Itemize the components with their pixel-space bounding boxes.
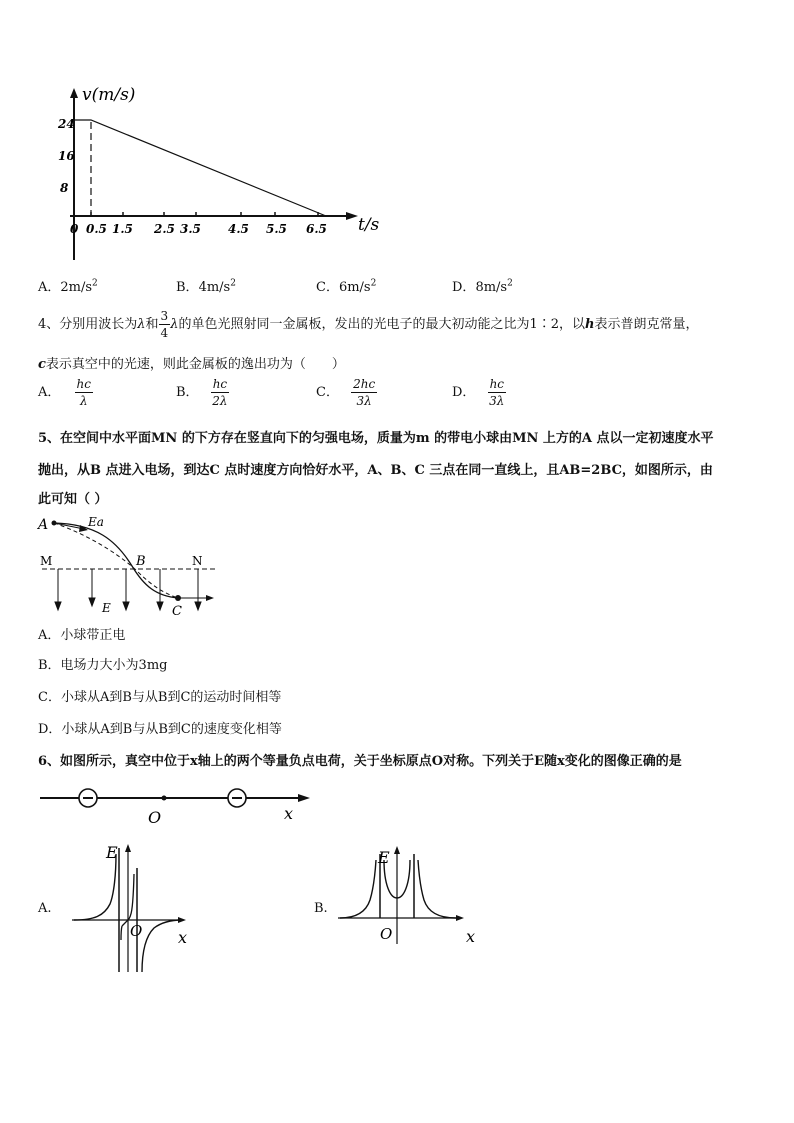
graph-a-curve-left [74, 854, 116, 920]
graph-a-label-e: E [106, 843, 118, 862]
trajectory-dashed [54, 523, 178, 598]
graph-b-label-o: O [380, 925, 393, 943]
q5-option-d[interactable]: D．小球从A到B与从B到C的速度变化相等 [38, 722, 282, 737]
negative-charge-right [228, 789, 246, 807]
graph-a-curve-right [142, 920, 182, 972]
q5-line1: 5、在空间中水平面MN 的下方存在竖直向下的匀强电场，质量为m 的带电小球由MN 上方的A 点以一定初速度水平 [38, 431, 714, 446]
graph-b-curve-right [418, 860, 456, 918]
label-b: B [136, 554, 146, 569]
option-sup: 2 [507, 278, 513, 289]
y-tick-24: 24 [58, 117, 75, 131]
x-tick-6.5: 6.5 [306, 222, 327, 236]
y-tick-8: 8 [60, 181, 69, 195]
graph-a-label-o: O [130, 922, 143, 940]
graph-b-label-e: E [378, 848, 390, 867]
h-symbol: h [584, 317, 595, 332]
option-letter: A． [38, 385, 61, 400]
c-symbol: c [38, 357, 46, 372]
label-ea: Ea [88, 515, 104, 529]
q6-graph-a[interactable] [70, 840, 205, 978]
option-letter: B． [176, 280, 199, 295]
y-axis-arrow [70, 88, 78, 98]
q6-graph-b[interactable] [336, 840, 486, 950]
frac-den: 3λ [489, 394, 505, 408]
q5-figure [36, 510, 226, 620]
label-a: A [38, 517, 49, 533]
option-sup: 2 [92, 278, 98, 289]
frac-num: hc [76, 377, 91, 391]
option-fraction [488, 378, 506, 407]
frac-num: hc [212, 377, 228, 391]
frac-den: λ [79, 394, 88, 408]
option-fraction [211, 378, 229, 407]
q5-line3: 此可知（ ） [38, 492, 108, 507]
q5-line2: 抛出，从B 点进入电场，到达C 点时速度方向恰好水平，A、B、C 三点在同一直线上，且AB=2BC，如图所示，由 [38, 463, 713, 478]
q4-text: 4、分别用波长为 [38, 317, 138, 332]
option-value: 8m/s [475, 280, 508, 295]
x-tick-0.5: 0.5 [86, 222, 107, 236]
q5-option-c[interactable]: C．小球从A到B与从B到C的运动时间相等 [38, 690, 282, 705]
x-tick-1.5: 1.5 [112, 222, 133, 236]
y-tick-16: 16 [58, 149, 75, 163]
option-value: 6m/s [338, 280, 371, 295]
q4-option-a[interactable] [38, 378, 93, 407]
frac-den: 4 [160, 326, 169, 340]
graph-a-curve-mid-up [122, 920, 128, 926]
q3-option-a[interactable] [38, 276, 98, 295]
lambda-symbol: λ [137, 317, 146, 332]
q3-option-b[interactable] [176, 276, 236, 295]
graph-a-label-x: x [178, 928, 188, 947]
q6-option-b-letter[interactable]: B. [314, 901, 328, 916]
graph-a-y-arrow [125, 844, 131, 852]
label-o: O [148, 808, 162, 826]
label-e: E [102, 601, 111, 615]
frac-num: 2hc [353, 377, 376, 391]
trajectory-curve [54, 523, 178, 598]
x-axis-arrow [298, 794, 310, 802]
q4-text: 表示真空中的光速，则此金属板的逸出功为（ ） [45, 357, 345, 372]
option-sup: 2 [370, 278, 377, 289]
q5-option-a[interactable]: A．小球带正电 [38, 628, 126, 643]
option-letter: C． [316, 280, 339, 295]
vt-graph [40, 80, 410, 265]
q4-line1 [38, 310, 698, 339]
origin-dot [162, 796, 167, 801]
q4-text: 表示普朗克常量， [594, 317, 699, 332]
option-fraction [75, 378, 93, 407]
x-axis-label: t/s [358, 215, 380, 235]
final-velocity-arrowhead [206, 595, 214, 601]
frac-num: hc [489, 377, 505, 391]
graph-a-curve-mid-pos [128, 874, 134, 920]
q6-line1: 6、如图所示，真空中位于x轴上的两个等量负点电荷，关于坐标原点O对称。下列关于E随x变化的图像正确的是 [38, 754, 682, 769]
label-c: C [172, 604, 182, 619]
graph-b-x-arrow [456, 915, 464, 921]
option-fraction [351, 378, 377, 407]
option-letter: C． [316, 385, 339, 400]
point-c [175, 595, 181, 601]
point-a [52, 521, 57, 526]
graph-b-y-arrow [394, 846, 400, 854]
q4-option-b[interactable] [176, 378, 229, 407]
x-tick-3.5: 3.5 [180, 222, 201, 236]
x-tick-2.5: 2.5 [154, 222, 175, 236]
option-letter: D． [452, 280, 476, 295]
option-value: 2m/s [60, 280, 93, 295]
x-axis-arrow [346, 212, 358, 220]
q4-line2 [38, 353, 345, 372]
label-x: x [284, 804, 294, 823]
q6-option-a-letter[interactable]: A. [38, 901, 52, 916]
graph-b-curve-left [340, 860, 376, 918]
x-tick-4.5: 4.5 [228, 222, 249, 236]
q3-option-c[interactable] [316, 276, 376, 295]
origin-label: 0 [70, 222, 79, 236]
option-sup: 2 [230, 278, 236, 289]
q6-charges-figure [38, 784, 328, 826]
label-m: M [40, 554, 53, 568]
option-letter: A． [38, 280, 61, 295]
x-tick-5.5: 5.5 [266, 222, 287, 236]
label-n: N [192, 554, 203, 568]
frac-num: 3 [160, 309, 169, 323]
y-axis-label: v(m/s) [82, 85, 136, 105]
q3-option-d[interactable] [452, 276, 513, 295]
q4-option-d[interactable] [452, 378, 506, 407]
frac-den: 3λ [356, 394, 372, 408]
q4-fraction [159, 310, 171, 339]
q4-text: 的单色光照射同一金属板，发出的光电子的最大初动能之比为1∶2，以 [178, 317, 585, 332]
option-letter: B． [176, 385, 199, 400]
lambda-symbol: λ [170, 317, 179, 332]
option-value: 4m/s [198, 280, 231, 295]
q5-option-b[interactable]: B．电场力大小为3mg [38, 658, 168, 673]
q4-option-c[interactable] [316, 378, 377, 407]
graph-a-curve-mid-neg [121, 926, 122, 940]
vt-line [74, 120, 326, 216]
option-letter: D． [452, 385, 476, 400]
negative-charge-left [79, 789, 97, 807]
frac-den: 2λ [212, 394, 228, 408]
q4-text: 和 [145, 317, 159, 332]
graph-b-label-x: x [466, 927, 476, 946]
